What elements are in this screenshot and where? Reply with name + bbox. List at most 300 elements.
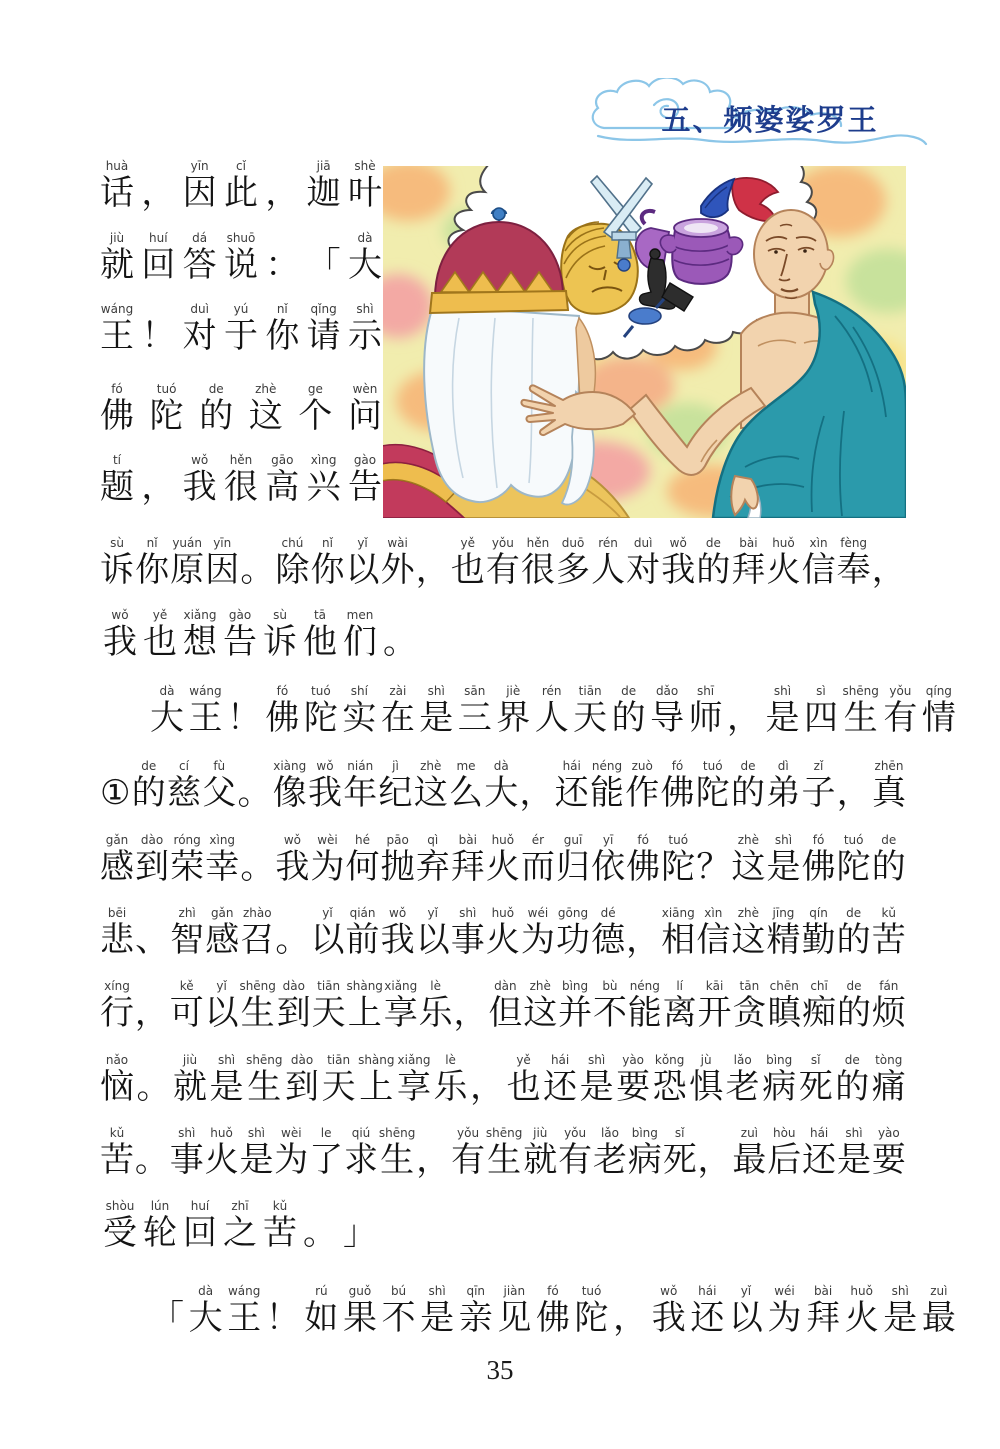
hanzi-character: 此 bbox=[223, 175, 258, 212]
hanzi-character: 智 bbox=[170, 922, 205, 959]
char-cell bbox=[660, 758, 694, 814]
hanzi-character: 情 bbox=[921, 700, 956, 737]
char-cell bbox=[883, 1283, 917, 1339]
char-cell bbox=[100, 1198, 140, 1254]
char-cell bbox=[872, 758, 906, 814]
hanzi-character: 纪 bbox=[378, 775, 413, 812]
hanzi-character: 悲 bbox=[100, 922, 134, 959]
hanzi-character: 我 bbox=[307, 775, 342, 812]
char-cell bbox=[266, 1283, 300, 1339]
hanzi-character: 求 bbox=[344, 1142, 379, 1179]
char-cell bbox=[519, 758, 553, 814]
char-cell bbox=[663, 978, 697, 1034]
pinyin-annotation: bú bbox=[390, 1284, 407, 1298]
char-cell bbox=[521, 905, 555, 961]
pinyin-annotation: sù bbox=[273, 608, 287, 622]
char-cell bbox=[837, 905, 871, 961]
pinyin-annotation: jiā bbox=[316, 159, 331, 173]
hanzi-character: 是 bbox=[883, 1300, 918, 1337]
hanzi-character: 痛 bbox=[871, 1069, 906, 1106]
hanzi-character: 问 bbox=[347, 398, 382, 435]
hanzi-character: 不 bbox=[592, 995, 627, 1032]
hanzi-character: 我 bbox=[182, 469, 217, 506]
pinyin-annotation: yǒu bbox=[564, 1126, 587, 1140]
pinyin-annotation: zài bbox=[389, 684, 407, 698]
pinyin-annotation: wéi bbox=[774, 1284, 795, 1298]
pinyin-annotation: dá bbox=[192, 231, 208, 245]
pinyin-annotation: pāo bbox=[386, 833, 409, 847]
hanzi-character: 亲 bbox=[458, 1300, 493, 1337]
hanzi-character: 的 bbox=[131, 775, 166, 812]
pinyin-annotation: dà bbox=[159, 684, 175, 698]
hanzi-character: 惧 bbox=[689, 1069, 724, 1106]
char-cell bbox=[698, 1125, 732, 1181]
char-cell bbox=[237, 758, 271, 814]
hanzi-character: 也 bbox=[143, 624, 177, 661]
char-cell bbox=[180, 1198, 220, 1254]
char-cell bbox=[100, 535, 134, 591]
char-cell bbox=[150, 683, 184, 739]
pinyin-annotation: de bbox=[621, 684, 637, 698]
pinyin-annotation: xíng bbox=[104, 979, 130, 993]
char-cell bbox=[732, 1125, 766, 1181]
hanzi-character: ， bbox=[470, 1069, 505, 1106]
pinyin-annotation: tuó bbox=[668, 833, 689, 847]
pinyin-annotation: dàn bbox=[494, 979, 517, 993]
char-cell bbox=[346, 535, 380, 591]
char-cell bbox=[141, 158, 175, 214]
char-cell bbox=[205, 535, 239, 591]
char-cell bbox=[273, 758, 307, 814]
hanzi-character: 陀 bbox=[695, 775, 730, 812]
hanzi-character: 荣 bbox=[170, 849, 205, 886]
char-cell bbox=[340, 607, 380, 663]
text-line bbox=[100, 1052, 906, 1108]
pinyin-annotation: fó bbox=[671, 759, 684, 773]
hanzi-character: 题 bbox=[100, 469, 134, 506]
pinyin-annotation: yào bbox=[622, 1053, 645, 1067]
hanzi-character: 是 bbox=[766, 849, 801, 886]
hanzi-character: 。 bbox=[240, 849, 275, 886]
hanzi-character: 之 bbox=[223, 1215, 257, 1252]
pinyin-annotation: sǐ bbox=[674, 1126, 685, 1140]
char-cell bbox=[689, 1052, 723, 1108]
pinyin-annotation: shàng bbox=[358, 1053, 395, 1067]
hanzi-character: 最 bbox=[732, 1142, 767, 1179]
hanzi-character: 告 bbox=[223, 624, 257, 661]
hanzi-character: 要 bbox=[616, 1069, 651, 1106]
hanzi-character: 的 bbox=[836, 995, 871, 1032]
char-cell bbox=[381, 832, 415, 888]
text-line bbox=[100, 230, 382, 286]
pinyin-annotation: ge bbox=[307, 382, 323, 396]
char-cell bbox=[300, 1198, 340, 1254]
hanzi-character: 这 bbox=[731, 922, 766, 959]
pinyin-annotation: lún bbox=[150, 1199, 170, 1213]
char-cell bbox=[458, 683, 492, 739]
hanzi-character: 弟 bbox=[766, 775, 801, 812]
char-cell bbox=[727, 683, 761, 739]
hanzi-character: 「 bbox=[150, 1300, 184, 1337]
pinyin-annotation: gào bbox=[353, 453, 377, 467]
hanzi-character: 回 bbox=[141, 247, 176, 284]
pinyin-annotation: xìng bbox=[209, 833, 236, 847]
char-cell bbox=[265, 452, 299, 508]
char-cell bbox=[137, 1052, 171, 1108]
hanzi-character: 幸 bbox=[205, 849, 240, 886]
char-cell bbox=[616, 1052, 650, 1108]
char-cell bbox=[416, 1125, 450, 1181]
hanzi-character: 陀 bbox=[149, 398, 184, 435]
pinyin-annotation: yǐ bbox=[740, 1284, 752, 1298]
hanzi-character: 的 bbox=[730, 775, 765, 812]
pinyin-annotation: dé bbox=[600, 906, 616, 920]
pinyin-annotation: tuó bbox=[311, 684, 331, 698]
hanzi-character: 上 bbox=[347, 995, 382, 1032]
char-cell bbox=[307, 230, 341, 286]
hanzi-character: 享 bbox=[383, 995, 418, 1032]
hanzi-character: 行 bbox=[100, 995, 134, 1032]
char-cell bbox=[766, 535, 800, 591]
char-cell bbox=[486, 832, 520, 888]
char-cell bbox=[523, 978, 557, 1034]
char-cell bbox=[661, 905, 695, 961]
text-line bbox=[100, 535, 906, 591]
char-cell bbox=[135, 832, 169, 888]
char-cell bbox=[661, 832, 695, 888]
char-cell bbox=[801, 758, 835, 814]
char-cell bbox=[488, 978, 522, 1034]
hanzi-character: ？ bbox=[696, 849, 731, 886]
pinyin-annotation: tān bbox=[739, 979, 760, 993]
pinyin-annotation: jiù bbox=[533, 1126, 548, 1140]
pinyin-annotation: yào bbox=[877, 1126, 900, 1140]
pinyin-annotation: shàng bbox=[346, 979, 383, 993]
hanzi-character: 瞋 bbox=[767, 995, 802, 1032]
char-cell bbox=[449, 758, 483, 814]
char-cell bbox=[872, 905, 906, 961]
hanzi-character: ， bbox=[141, 175, 176, 212]
pinyin-annotation: dào bbox=[290, 1053, 314, 1067]
char-cell bbox=[837, 758, 871, 814]
char-cell bbox=[652, 1283, 686, 1339]
hanzi-character: 这 bbox=[413, 775, 448, 812]
char-cell bbox=[434, 1052, 468, 1108]
char-cell bbox=[416, 832, 450, 888]
hanzi-character: 归 bbox=[556, 849, 591, 886]
pinyin-annotation: huǒ bbox=[850, 1284, 873, 1298]
hanzi-character: 以 bbox=[310, 922, 345, 959]
pinyin-annotation: rén bbox=[598, 536, 618, 550]
hanzi-character: ！ bbox=[226, 700, 261, 737]
pinyin-annotation: men bbox=[346, 608, 374, 622]
pinyin-annotation: lí bbox=[676, 979, 683, 993]
pinyin-annotation: bù bbox=[602, 979, 618, 993]
pinyin-annotation: zuì bbox=[740, 1126, 759, 1140]
hanzi-character: 很 bbox=[520, 552, 555, 589]
pinyin-annotation: jiù bbox=[109, 231, 125, 245]
hanzi-character: 、 bbox=[135, 922, 170, 959]
pinyin-annotation: de bbox=[208, 382, 224, 396]
hanzi-character: 拜 bbox=[806, 1300, 841, 1337]
pinyin-annotation: fó bbox=[812, 833, 825, 847]
hanzi-character: 勤 bbox=[801, 922, 836, 959]
char-cell bbox=[626, 535, 660, 591]
hanzi-character: 。 bbox=[275, 922, 310, 959]
pinyin-annotation: kǔ bbox=[272, 1199, 288, 1213]
hanzi-character: 佛 bbox=[626, 849, 661, 886]
char-cell bbox=[240, 535, 274, 591]
pinyin-annotation: guī bbox=[563, 833, 583, 847]
char-cell bbox=[132, 758, 166, 814]
hanzi-character: 个 bbox=[298, 398, 333, 435]
char-cell bbox=[883, 683, 917, 739]
char-cell bbox=[100, 607, 140, 663]
hanzi-character: 恐 bbox=[652, 1069, 687, 1106]
char-cell bbox=[521, 535, 555, 591]
hanzi-character: 离 bbox=[662, 995, 697, 1032]
pinyin-annotation: tuó bbox=[581, 1284, 602, 1298]
char-cell bbox=[804, 683, 838, 739]
pinyin-annotation: chú bbox=[281, 536, 304, 550]
hanzi-character: 的 bbox=[696, 552, 731, 589]
char-cell bbox=[308, 758, 342, 814]
pinyin-annotation: bài bbox=[458, 833, 477, 847]
hanzi-character: 子 bbox=[801, 775, 836, 812]
pinyin-annotation: xiāng bbox=[661, 906, 695, 920]
pinyin-annotation: shí bbox=[350, 684, 368, 698]
hanzi-character: 拜 bbox=[450, 849, 485, 886]
hanzi-character: 就 bbox=[173, 1069, 208, 1106]
char-cell bbox=[205, 832, 239, 888]
pinyin-annotation: ér bbox=[531, 833, 545, 847]
hanzi-character: 果 bbox=[342, 1300, 377, 1337]
char-cell bbox=[696, 535, 730, 591]
char-cell bbox=[346, 832, 380, 888]
hanzi-character: 有 bbox=[883, 700, 918, 737]
hanzi-character: 真 bbox=[871, 775, 906, 812]
hanzi-character: 有 bbox=[485, 552, 520, 589]
hanzi-character: 火 bbox=[204, 1142, 239, 1179]
hanzi-character: 以 bbox=[345, 552, 380, 589]
char-cell bbox=[275, 832, 309, 888]
hanzi-character: 是 bbox=[579, 1069, 614, 1106]
char-cell bbox=[304, 683, 338, 739]
pinyin-annotation: shì bbox=[247, 1126, 266, 1140]
pinyin-annotation: hěn bbox=[526, 536, 550, 550]
char-cell bbox=[265, 301, 299, 357]
hanzi-character: 有 bbox=[451, 1142, 486, 1179]
pinyin-annotation: kāi bbox=[705, 979, 724, 993]
char-cell bbox=[802, 832, 836, 888]
pinyin-annotation: yě bbox=[152, 608, 168, 622]
pinyin-annotation: zhēn bbox=[874, 759, 904, 773]
char-cell bbox=[100, 381, 134, 437]
hanzi-character: 大 bbox=[484, 775, 519, 812]
char-cell bbox=[265, 158, 299, 214]
char-cell bbox=[625, 758, 659, 814]
pinyin-annotation: chī bbox=[810, 979, 828, 993]
hanzi-character: 还 bbox=[543, 1069, 578, 1106]
hanzi-character: 不 bbox=[381, 1300, 416, 1337]
pinyin-annotation: wǒ bbox=[669, 536, 687, 550]
chapter-title: 五、频婆娑罗王 bbox=[661, 105, 879, 137]
pinyin-annotation: de bbox=[141, 759, 157, 773]
hanzi-character: 苦 bbox=[100, 1142, 134, 1179]
pinyin-annotation: de bbox=[740, 759, 756, 773]
char-cell bbox=[140, 1198, 180, 1254]
hanzi-character: 火 bbox=[844, 1300, 879, 1337]
hanzi-character: ： bbox=[265, 247, 300, 284]
char-cell bbox=[189, 1283, 223, 1339]
pinyin-annotation: zhè bbox=[737, 906, 760, 920]
char-cell bbox=[837, 535, 871, 591]
pinyin-annotation: tiān bbox=[317, 979, 341, 993]
hanzi-character: 也 bbox=[506, 1069, 541, 1106]
char-cell bbox=[802, 905, 836, 961]
char-cell bbox=[419, 683, 453, 739]
hanzi-character: 能 bbox=[589, 775, 624, 812]
hanzi-character: 生 bbox=[380, 1142, 415, 1179]
pinyin-annotation: yǒu bbox=[491, 536, 514, 550]
char-cell bbox=[205, 1125, 239, 1181]
char-cell bbox=[307, 301, 341, 357]
pinyin-annotation: tuó bbox=[702, 759, 723, 773]
pinyin-annotation: gōng bbox=[557, 906, 589, 920]
pinyin-annotation: yě bbox=[460, 536, 476, 550]
char-cell bbox=[224, 230, 258, 286]
pinyin-annotation: huǒ bbox=[491, 833, 515, 847]
pinyin-annotation: yě bbox=[516, 1053, 531, 1067]
char-cell bbox=[591, 535, 625, 591]
hanzi-character: 病 bbox=[627, 1142, 662, 1179]
hanzi-character: 迦 bbox=[306, 175, 341, 212]
hanzi-character: 生 bbox=[240, 995, 275, 1032]
char-cell bbox=[650, 683, 684, 739]
hanzi-character: 。 bbox=[136, 1069, 171, 1106]
char-cell bbox=[731, 905, 765, 961]
pinyin-annotation: lè bbox=[430, 979, 441, 993]
hanzi-character: 乐 bbox=[433, 1069, 468, 1106]
hanzi-character: 要 bbox=[871, 1142, 906, 1179]
hanzi-character: 生 bbox=[247, 1069, 282, 1106]
pinyin-annotation: dà bbox=[198, 1284, 214, 1298]
hanzi-character: 佛 bbox=[265, 700, 300, 737]
hanzi-character: 乐 bbox=[418, 995, 453, 1032]
pinyin-annotation: néng bbox=[629, 979, 660, 993]
pinyin-annotation: wáng bbox=[227, 1284, 261, 1298]
pinyin-annotation: duō bbox=[561, 536, 585, 550]
hanzi-character: 弃 bbox=[415, 849, 450, 886]
char-cell bbox=[613, 1283, 647, 1339]
hanzi-character: 兴 bbox=[306, 469, 341, 506]
char-cell bbox=[454, 978, 488, 1034]
char-cell bbox=[141, 452, 175, 508]
pinyin-annotation: bài bbox=[739, 536, 758, 550]
char-cell bbox=[484, 758, 518, 814]
hanzi-character: 是 bbox=[836, 1142, 871, 1179]
hanzi-character: 我 bbox=[380, 922, 415, 959]
hanzi-character: 很 bbox=[223, 469, 258, 506]
pinyin-annotation: tiān bbox=[578, 684, 602, 698]
hanzi-character: 苦 bbox=[263, 1215, 297, 1252]
pinyin-annotation: huǒ bbox=[491, 906, 515, 920]
hanzi-character: 老 bbox=[725, 1069, 760, 1106]
hanzi-character: 是 bbox=[239, 1142, 274, 1179]
char-cell bbox=[343, 1283, 377, 1339]
hanzi-character: 火 bbox=[485, 849, 520, 886]
pinyin-annotation: jīng bbox=[772, 906, 795, 920]
char-cell bbox=[762, 1052, 796, 1108]
hanzi-character: 外 bbox=[380, 552, 415, 589]
char-cell bbox=[379, 1125, 415, 1181]
hanzi-character: 这 bbox=[523, 995, 558, 1032]
hanzi-character: ， bbox=[519, 775, 554, 812]
hanzi-character: 佛 bbox=[100, 398, 134, 435]
hanzi-character: 天 bbox=[573, 700, 608, 737]
pinyin-annotation: guǒ bbox=[348, 1284, 372, 1298]
pinyin-annotation: cí bbox=[179, 759, 189, 773]
pinyin-annotation: cǐ bbox=[236, 159, 246, 173]
pinyin-annotation: shēng bbox=[378, 1126, 416, 1140]
char-cell bbox=[140, 607, 180, 663]
hanzi-character: 实 bbox=[342, 700, 377, 737]
char-cell bbox=[100, 758, 130, 814]
char-cell bbox=[661, 535, 695, 591]
char-cell bbox=[731, 758, 765, 814]
pinyin-annotation: wèi bbox=[317, 833, 338, 847]
pinyin-annotation: róng bbox=[173, 833, 201, 847]
pinyin-annotation: chēn bbox=[769, 979, 799, 993]
char-cell bbox=[612, 683, 646, 739]
pinyin-annotation: shì bbox=[356, 302, 374, 316]
char-cell bbox=[205, 905, 239, 961]
hanzi-character: ， bbox=[727, 700, 762, 737]
char-cell bbox=[558, 1125, 592, 1181]
char-cell bbox=[170, 832, 204, 888]
char-cell bbox=[486, 905, 520, 961]
hanzi-character: 我 bbox=[103, 624, 137, 661]
text-line bbox=[100, 832, 906, 888]
pinyin-annotation: lǎo bbox=[600, 1126, 619, 1140]
char-cell bbox=[628, 1125, 662, 1181]
hanzi-character: 答 bbox=[182, 247, 217, 284]
pinyin-annotation: tuó bbox=[156, 382, 177, 396]
hanzi-character: 陀 bbox=[574, 1300, 609, 1337]
char-cell bbox=[202, 758, 236, 814]
hanzi-character: 陀 bbox=[303, 700, 338, 737]
char-cell bbox=[497, 1283, 531, 1339]
char-cell bbox=[260, 1198, 300, 1254]
pinyin-annotation: shè bbox=[354, 159, 376, 173]
hanzi-character: 死 bbox=[798, 1069, 833, 1106]
char-cell bbox=[451, 1125, 485, 1181]
hanzi-character: ， bbox=[141, 469, 176, 506]
text-line bbox=[100, 1283, 956, 1339]
hanzi-character: 除 bbox=[275, 552, 310, 589]
hanzi-character: 三 bbox=[457, 700, 492, 737]
char-cell bbox=[249, 381, 283, 437]
hanzi-character: 的 bbox=[836, 922, 871, 959]
char-cell bbox=[556, 905, 590, 961]
hanzi-character: 拜 bbox=[731, 552, 766, 589]
char-cell bbox=[135, 1125, 169, 1181]
pinyin-annotation: wài bbox=[387, 536, 408, 550]
pinyin-annotation: huǒ bbox=[772, 536, 795, 550]
char-cell bbox=[416, 905, 450, 961]
hanzi-character: 「 bbox=[306, 247, 341, 284]
char-cell bbox=[416, 535, 450, 591]
